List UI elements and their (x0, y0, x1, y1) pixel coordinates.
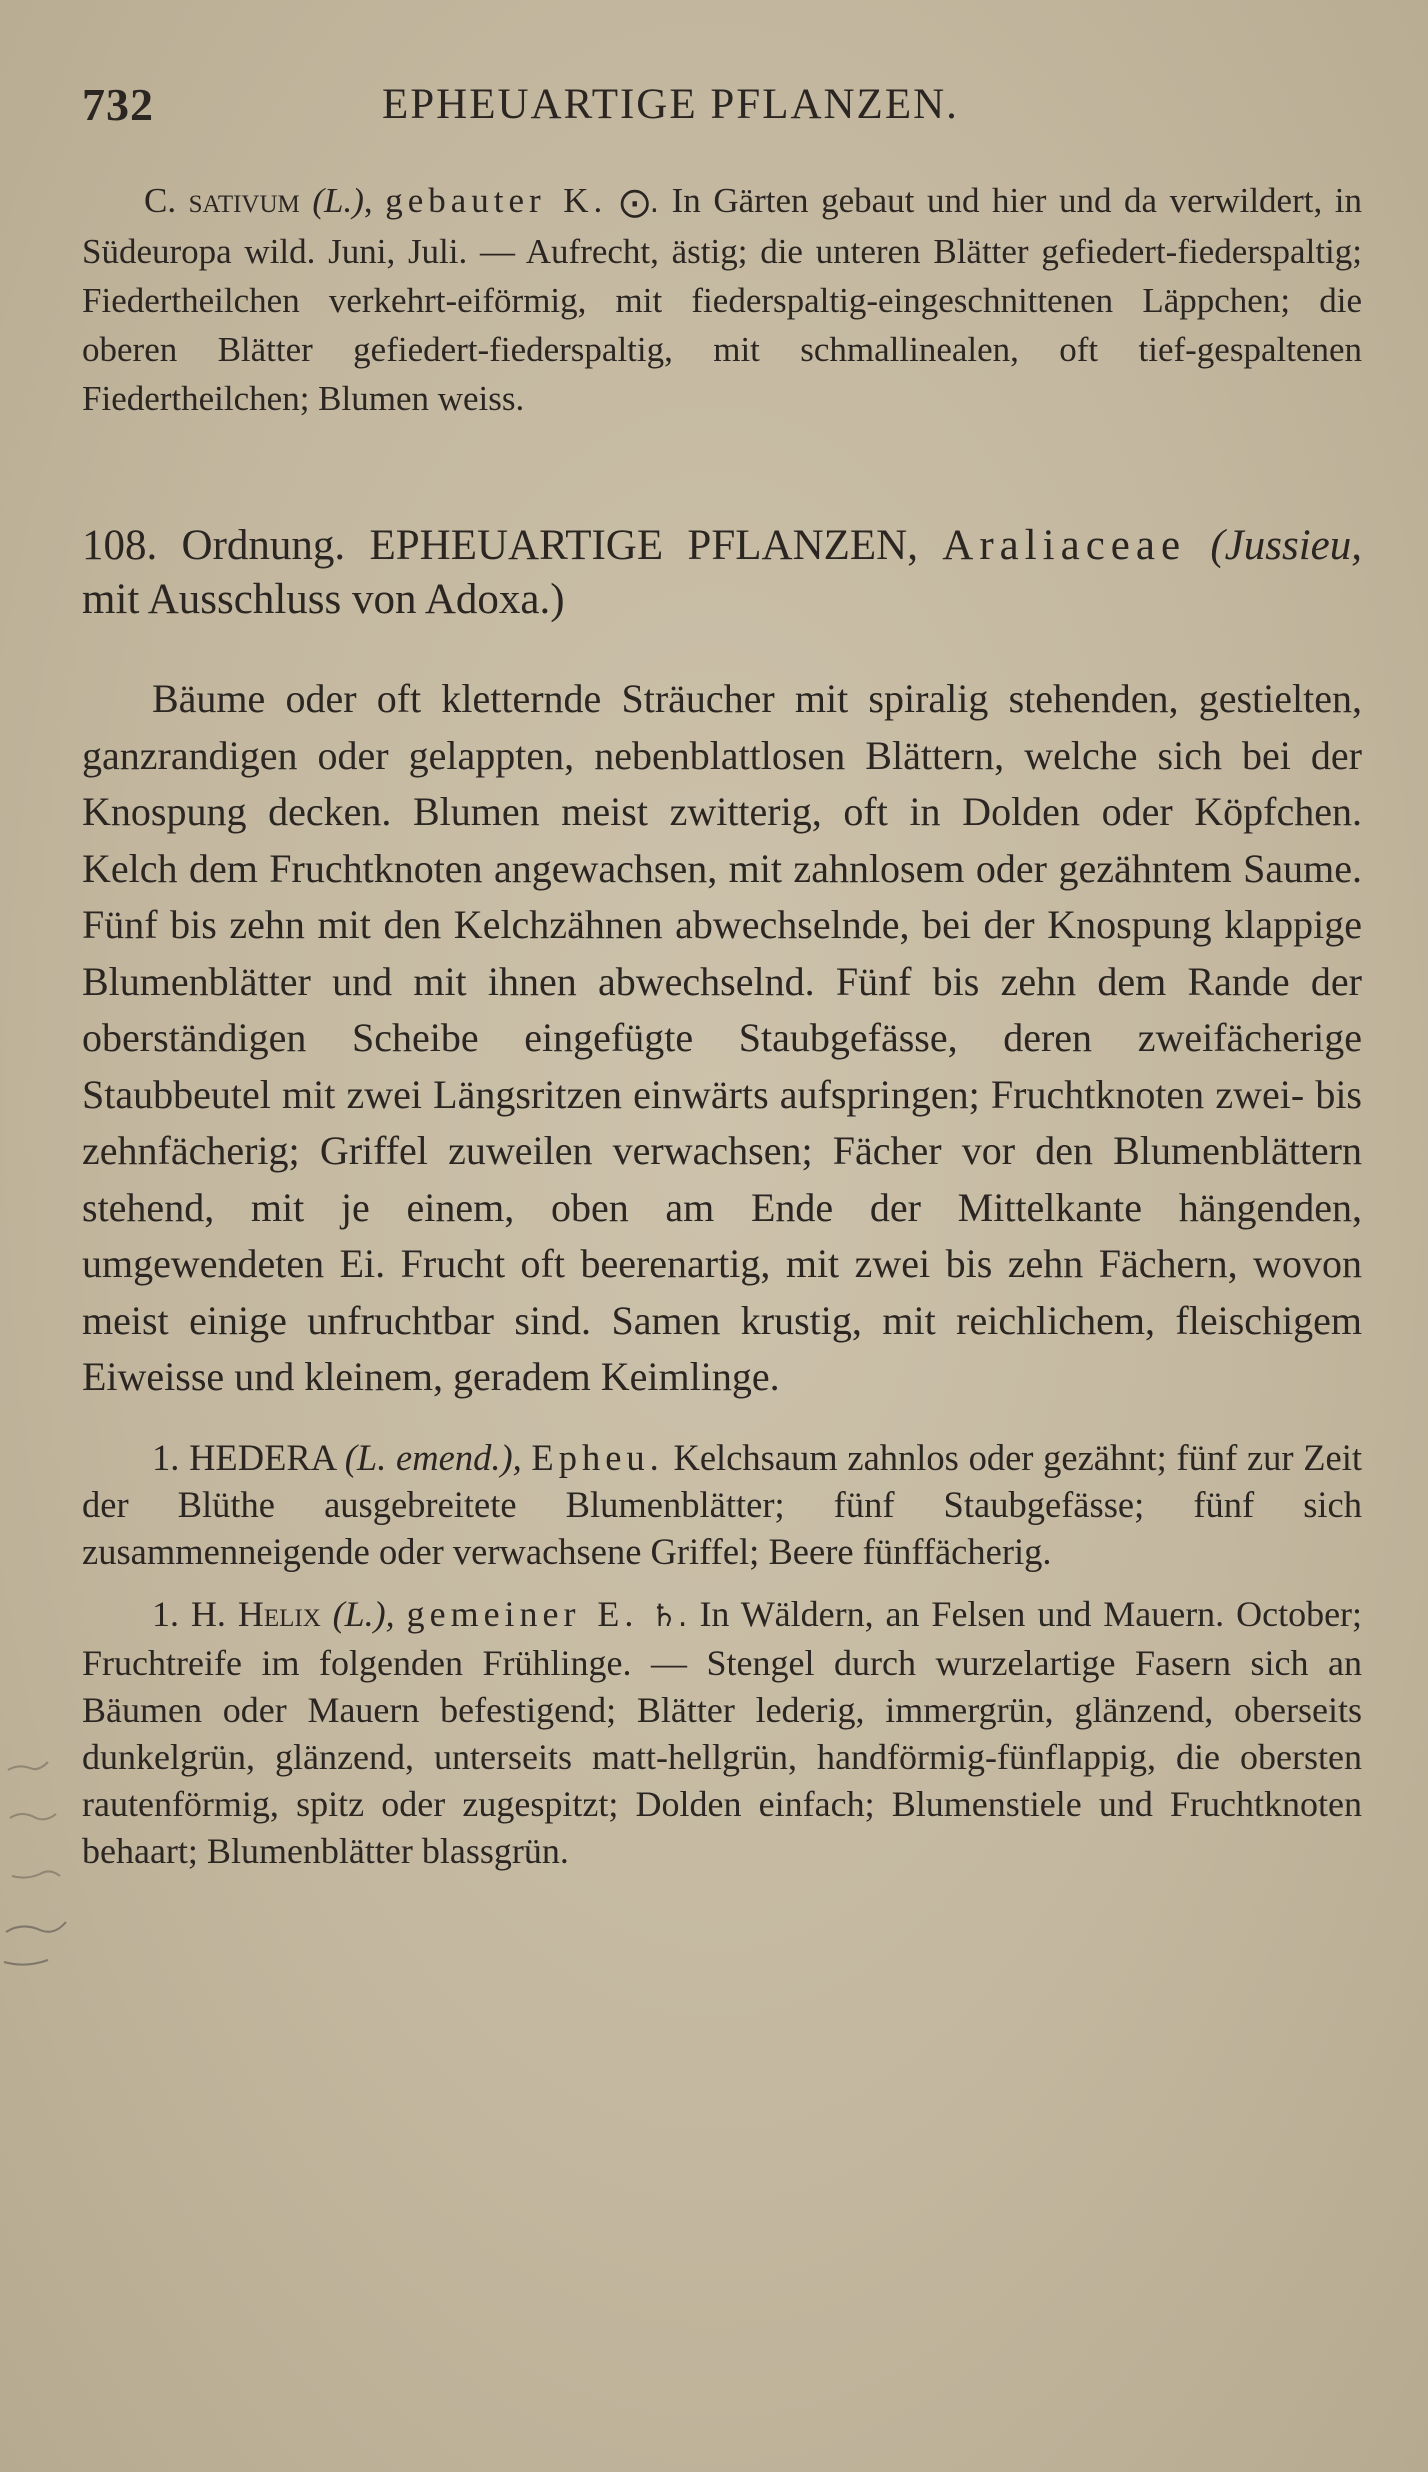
order-note: mit Ausschluss von Adoxa.) (82, 576, 565, 623)
order-authority: (Jussieu, (1210, 522, 1363, 569)
species-name: C. sativum (144, 181, 300, 220)
order-number: 108. Ordnung. (82, 522, 346, 569)
species-common-name: gebauter K. (385, 181, 608, 220)
species-description: In Wäldern, an Felsen und Mauern. October; Fruchtreife im folgenden Frühlinge. — Stengel durch wurzelartige Fasern sich an Bäumen oder Mauern befestigend; Blätter lederig, immergrün, glänzend, oberseits dunkelgrün, glänzend, unterseits matt-hellgrün, handförmig-fünflappig, die obersten rautenförmig, spitz oder zugespitzt; Dolden einfach; Blumenstiele und Fruchtknoten behaart; Blumenblätter blassgrün. (82, 1593, 1363, 1871)
species-authority: (L.), (332, 1593, 395, 1634)
species-entry-helix (82, 1591, 1362, 1875)
page-header (82, 78, 1362, 138)
species-name: 1. H. Helix (152, 1593, 321, 1634)
order-name: EPHEUARTIGE PFLANZEN, (369, 522, 918, 569)
order-heading (82, 519, 1362, 627)
genus-description: Kelchsaum zahnlos oder gezähnt; fünf zur Zeit der Blüthe ausgebreitete Blumenblätter; fünf Staubgefässe; fünf sich zusammenneigende oder verwachsene Griffel; Beere fünffächerig. (82, 1436, 1363, 1572)
annual-symbol-icon: ⨀. (619, 185, 660, 220)
species-entry-sativum: C. sativum (L.), gebauter K. ⨀. In Gärten gebaut und hier und da verwildert, in Südeuropa wild. Juni, Juli. — Aufrecht, ästig; die unteren Blätter gefiedert-fiederspaltig; Fiedertheilchen verkehrt-eiförmig, mit fiederspaltig-eingeschnittenen Läppchen; die oberen Blätter gefiedert-fiederspaltig, mit schmallinealen, oft tief-gespaltenen Fiedertheilchen; Blumen weiss. (82, 181, 1363, 418)
shrub-symbol-icon: ♄. (650, 1598, 688, 1634)
running-title: EPHEUARTIGE PFLANZEN. (382, 81, 959, 128)
species-common-name: gemeiner E. (406, 1593, 639, 1634)
genus-authority: (L. emend.), (344, 1436, 522, 1478)
genus-entry-hedera (82, 1434, 1362, 1575)
page-number: 732 (82, 79, 154, 130)
order-description: Bäume oder oft kletternde Sträucher mit spiralig stehenden, gestielten, ganzrandigen oder gelappten, nebenblattlosen Blättern, welche sich bei der Knospung decken. Blumen meist zwitterig, oft in Dolden oder Köpfchen. Kelch dem Fruchtknoten angewachsen, mit zahnlosem oder gezähntem Saume. Fünf bis zehn mit den Kelchzähnen abwechselnde, bei der Knospung klappige Blumenblätter und mit ihnen abwechselnd. Fünf bis zehn dem Rande der oberständigen Scheibe eingefügte Staubgefässe, deren zweifächerige Staubbeutel mit zwei Längsritzen einwärts aufspringen; Fruchtknoten zwei- bis zehnfächerig; Griffel zuweilen verwachsen; Fächer vor den Blumenblättern stehend, mit je einem, oben am Ende der Mittelkante hängenden, umgewendeten Ei. Frucht oft beerenartig, mit zwei bis zehn Fächern, wovon meist einige unfruchtbar sind. Samen krustig, mit reichlichem, fleischigem Eiweisse und kleinem, geradem Keimlinge. (82, 676, 1362, 1399)
species-authority: (L.) (312, 181, 364, 220)
genus-name: 1. HEDERA (152, 1436, 336, 1478)
order-latin-name: Araliaceae (942, 522, 1187, 569)
genus-common-name: Epheu. (531, 1436, 664, 1478)
margin-pencil-marks (0, 1700, 90, 2000)
page-body (82, 176, 1362, 1875)
species-description: In Gärten gebaut und hier und da verwildert, in Südeuropa wild. Juni, Juli. — Aufrecht, ästig; die unteren Blätter gefiedert-fiederspaltig; Fiedertheilchen verkehrt-eiförmig, mit fiederspaltig-eingeschnittenen Läppchen; die oberen Blätter gefiedert-fiederspaltig, mit schmallinealen, oft tief-gespaltenen Fiedertheilchen; Blumen weiss. (82, 181, 1363, 418)
